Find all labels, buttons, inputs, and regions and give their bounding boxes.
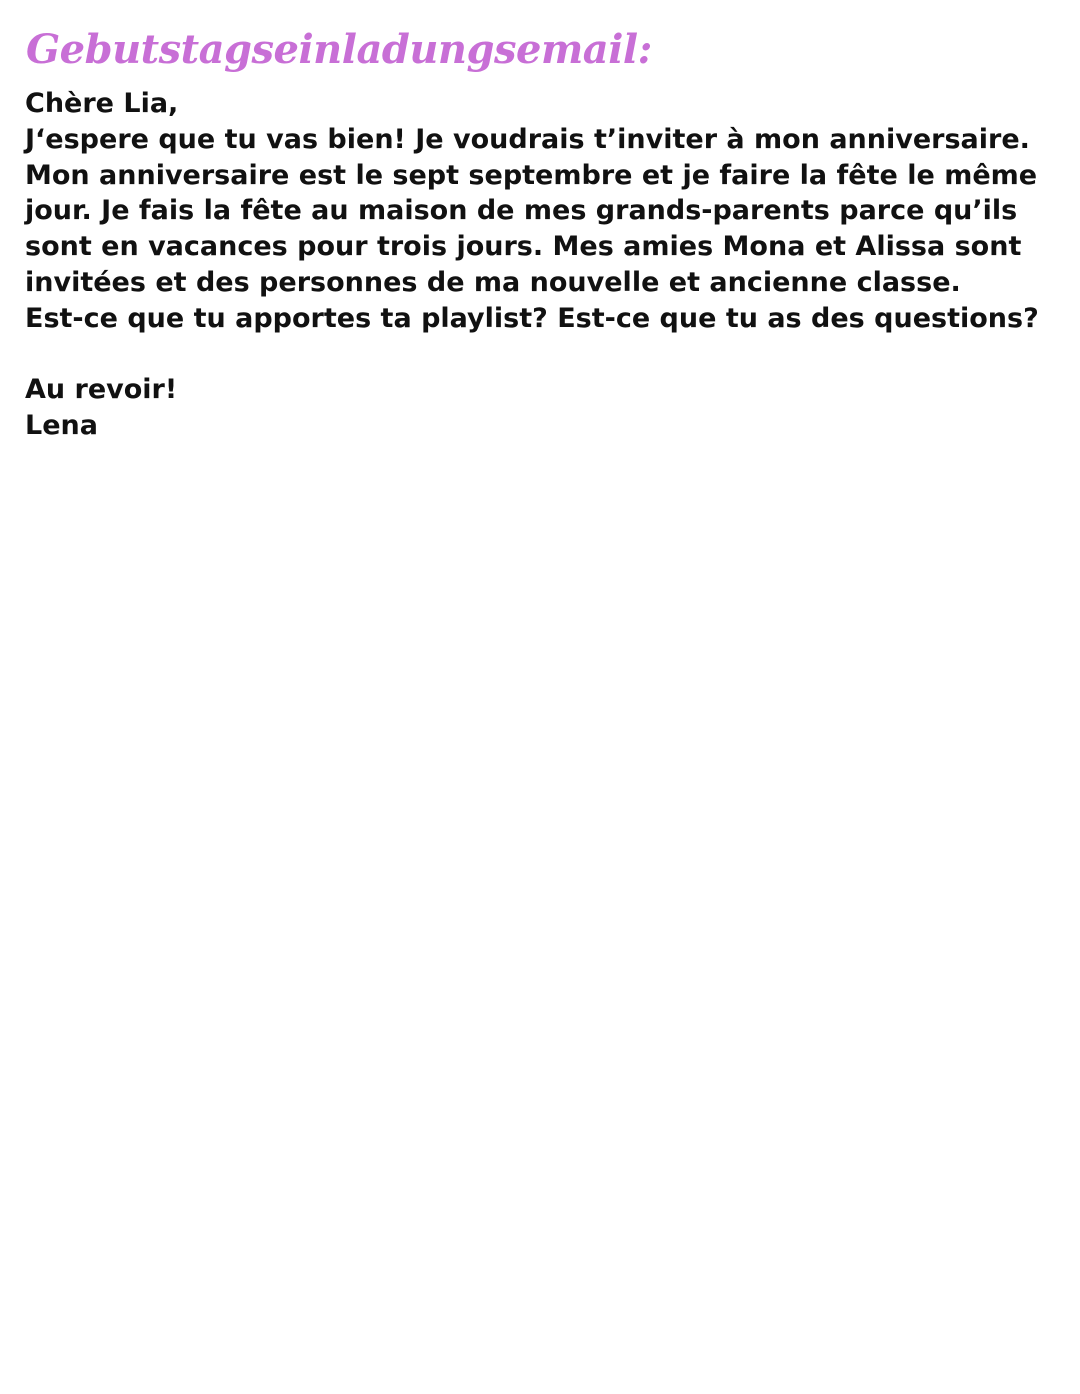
letter-line: invitées et des personnes de ma nouvelle et ancienne classe. [25, 266, 961, 298]
letter-greeting: Chère Lia, [25, 88, 179, 119]
letter-line: Est-ce que tu apportes ta playlist? Est-ce que tu as des questions? [25, 302, 1039, 334]
letter-body [25, 86, 1065, 444]
letter-signature: Lena [25, 410, 98, 442]
page-title: Gebutstagseinladungsemail: [26, 26, 652, 73]
blank-line [25, 337, 1065, 373]
letter-line: sont en vacances pour trois jours. Mes amies Mona et Alissa sont [25, 231, 1022, 263]
letter-line: Mon anniversaire est le sept septembre et je faire la fête le même [25, 159, 1038, 191]
letter-line: J‘espere que tu vas bien! Je voudrais t’inviter à mon anniversaire. [25, 123, 1030, 155]
letter-closing: Au revoir! [25, 374, 178, 406]
letter-line: jour. Je fais la fête au maison de mes grands-parents parce qu’ils [25, 195, 1018, 227]
